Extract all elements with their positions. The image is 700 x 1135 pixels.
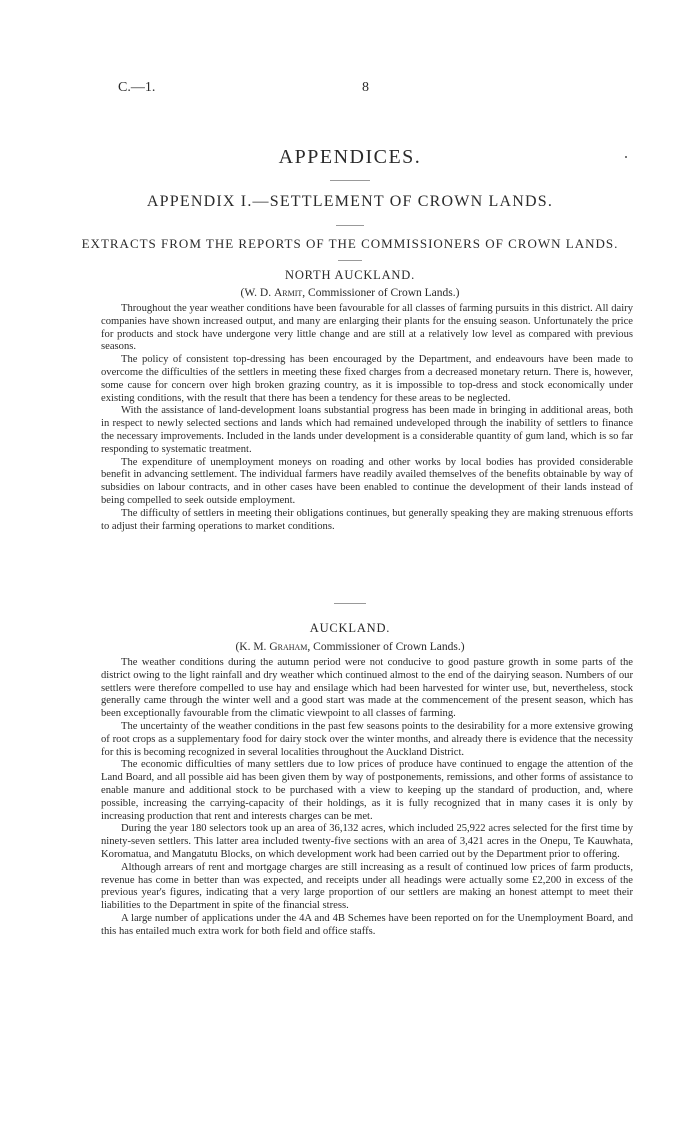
- section-body-auckland: [101, 657, 633, 939]
- stray-mark: [625, 156, 627, 158]
- page-title: APPENDICES.: [278, 146, 422, 168]
- commissioner-name: Armit: [273, 287, 303, 299]
- paragraph: Throughout the year weather conditions have been favourable for all classes of farming pursuits in this district. All dairy companies have shown increased output, and many are enlarging their plants for the ensuing season. Unfortunately the price for products and stock have undergone very little change and are still at a relatively low level as compared with previous seasons.: [101, 303, 633, 353]
- section-separator-rule: [334, 603, 366, 604]
- appendix-heading: APPENDIX I.—SETTLEMENT OF CROWN LANDS.: [146, 193, 554, 210]
- paragraph: A large number of applications under the 4A and 4B Schemes have been reported on for the Unemployment Board, and this has entailed much extra work for both field and office staffs.: [101, 912, 633, 937]
- commissioner-name: Graham: [269, 641, 308, 653]
- byline-auckland: (K. M. Graham, Commissioner of Crown Lands.): [235, 641, 465, 653]
- paragraph: The expenditure of unemployment moneys on roading and other works by local bodies has provided considerable benefit in advancing settlement. The individual farmers have readily availed themselves of the benefits obtainable by way of subsidies on labour contracts, and in other cases have been enabled to continue the development of their lands instead of being compelled to seek outside employment.: [101, 456, 633, 506]
- paragraph: The policy of consistent top-dressing has been encouraged by the Department, and endeavours have been made to overcome the difficulties of the settlers in meeting these fixed charges from a decreased monetary return. There is, however, some cause for concern over high broken grazing country, as it is impossible to top-dress and stock economically under existing conditions, with the result that there has been a tendency for these areas to be neglected.: [101, 354, 633, 404]
- section-title-north-auckland: NORTH AUCKLAND.: [285, 268, 415, 282]
- paragraph: With the assistance of land-development loans substantial progress has been made in bringing in additional areas, both in respect to newly selected sections and lands which had remained undeveloped through the inability of settlers to finance the necessary improvements. Included in the lands under development is a considerable quantity of gum land, which is so far responding to systematic treatment.: [101, 405, 633, 455]
- paragraph: Although arrears of rent and mortgage charges are still increasing as a result of continued low prices of farm products, revenue has come in better than was expected, and receipts under all headings were actually some £2,200 in excess of the previous year's figures, indicating that a very large proportion of our settlers are making an honest attempt to meet their liabilities to the Department in spite of the financial stress.: [101, 861, 633, 912]
- title-rule: [330, 180, 370, 181]
- paragraph: The uncertainty of the weather conditions in the past few seasons points to the desirability for a more extensive growing of root crops as a supplementary food for dairy stock over the winter months, and already there is evidence that the necessity for this is becoming recognized in several localities throughout the Auckland District.: [101, 720, 633, 758]
- appendix-rule: [336, 225, 364, 226]
- paragraph: The weather conditions during the autumn period were not conducive to good pasture growth in some parts of the district owing to the light rainfall and dry weather which continued almost to the end of the dairying season. Numbers of our settlers were therefore compelled to use hay and ensilage which had been harvested for winter use, but, nevertheless, stock generally came through the winter well and a good start was made at the commencement of the present season, which has been exceptionally favourable from the climatic viewpoint to all classes of farming.: [101, 657, 633, 720]
- paragraph: The economic difficulties of many settlers due to low prices of produce have continued to engage the attention of the Land Board, and all possible aid has been given them by way of postponements, remissions, and other forms of assistance to enable manure and additional stock to be purchased with a view to keeping up the standard of production, and, where possible, increasing the carrying-capacity of their holdings, as it is fully recognized that in many cases it is only by increasing production that rent and interests charges can be met.: [101, 759, 633, 822]
- extracts-heading: EXTRACTS FROM THE REPORTS OF THE COMMISSIONERS OF CROWN LANDS.: [81, 236, 619, 251]
- byline-north-auckland: (W. D. Armit, Commissioner of Crown Lands.): [240, 287, 460, 299]
- page-reference: C.—1.: [118, 80, 156, 95]
- section-title-auckland: AUCKLAND.: [309, 621, 391, 635]
- paragraph: During the year 180 selectors took up an area of 36,132 acres, which included 25,922 acres selected for the first time by ninety-seven settlers. This latter area included twenty-five sections with an area of 3,421 acres in the Onepu, Te Kauwhata, Koromatua, and Mangatutu Blocks, on which development work had been carried out by the Department prior to offering.: [101, 823, 633, 860]
- page-number: 8: [362, 80, 369, 95]
- page-header: [0, 80, 700, 100]
- paragraph: The difficulty of settlers in meeting their obligations continues, but generally speaking they are making strenuous efforts to adjust their farming operations to market conditions.: [101, 507, 633, 532]
- section-body-north-auckland: [101, 303, 633, 533]
- extracts-rule: [338, 260, 362, 261]
